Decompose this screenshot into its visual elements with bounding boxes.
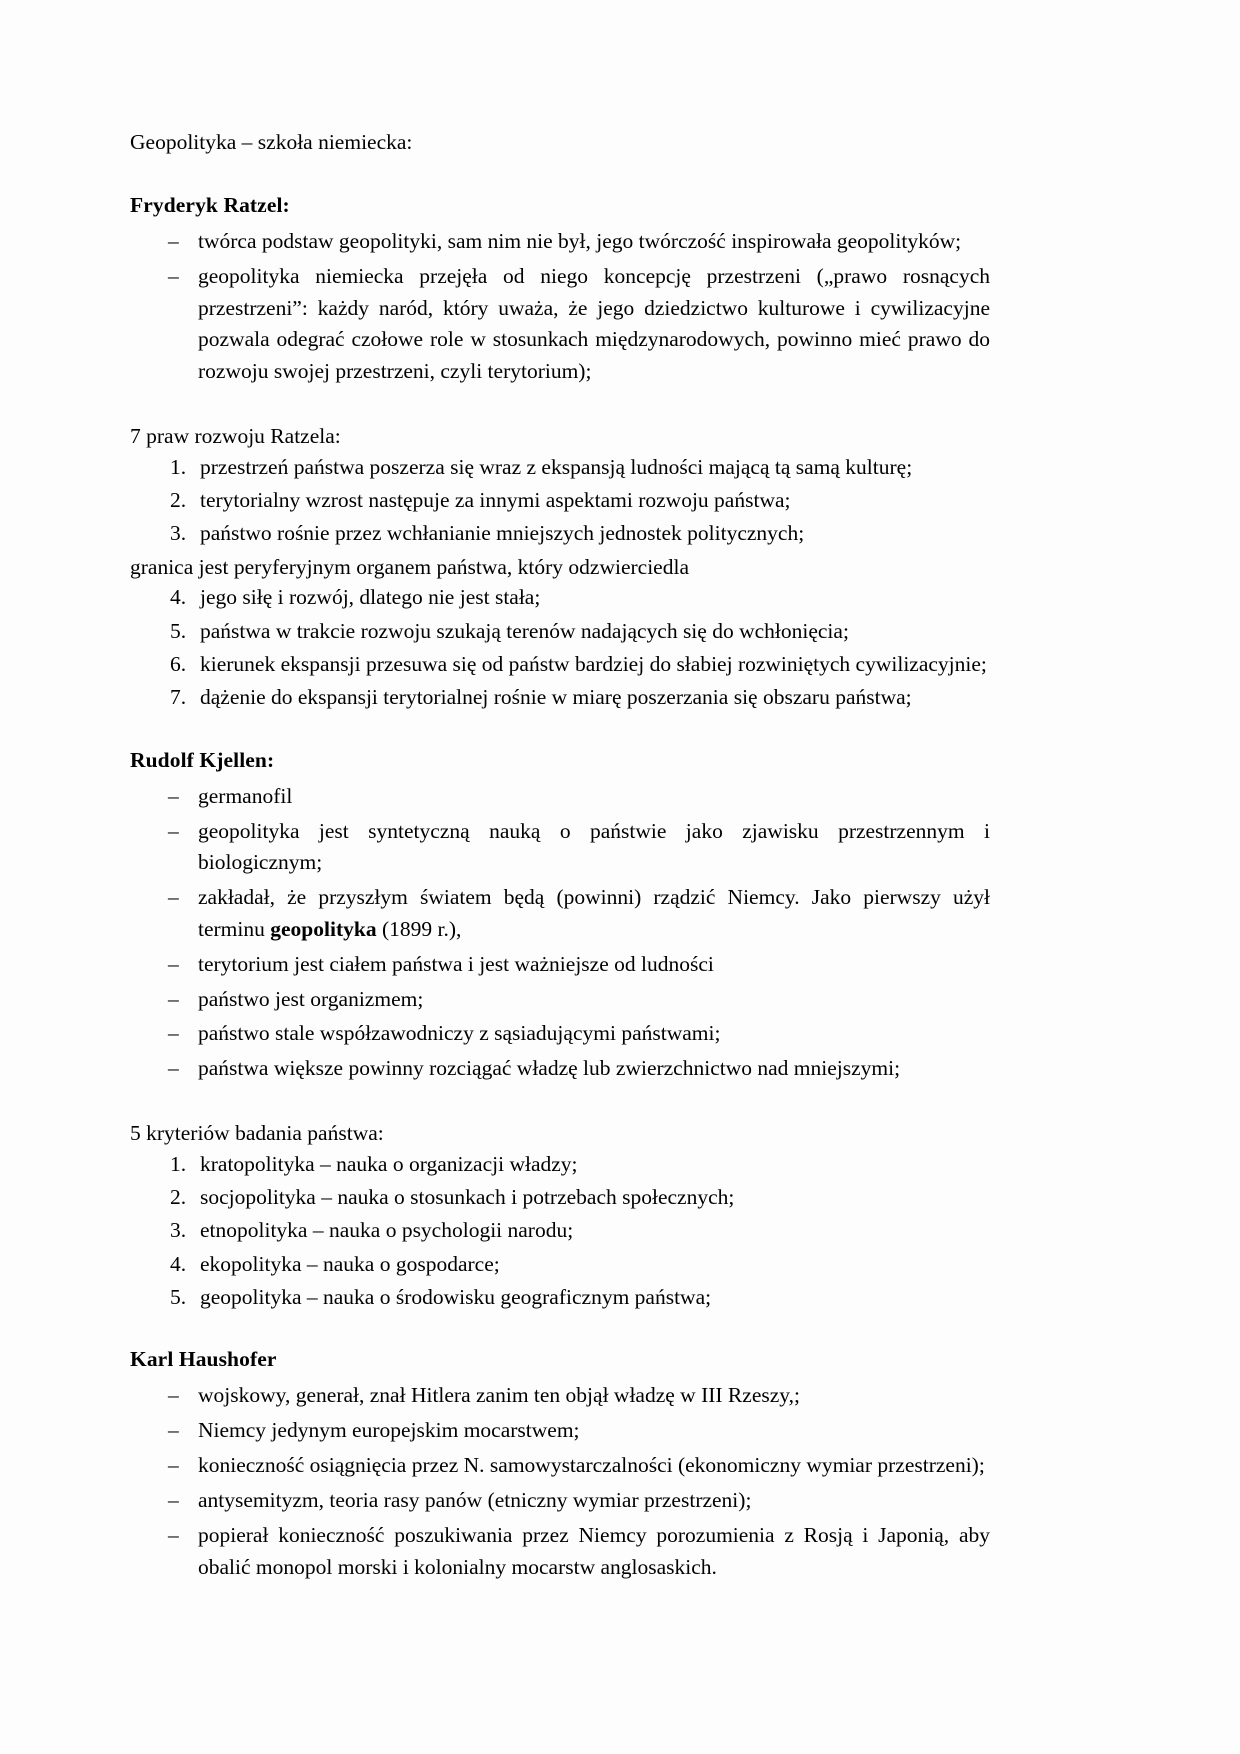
spacer bbox=[130, 716, 990, 746]
ratzel-border-interjection: granica jest peryferyjnym organem państwa, który odzwierciedla bbox=[130, 554, 689, 579]
list-item-with-emphasis bbox=[130, 882, 990, 946]
list-item: – antysemityzm, teoria rasy panów (etniczny wymiar przestrzeni); bbox=[130, 1485, 990, 1517]
ratzel-bullet-list bbox=[130, 226, 990, 388]
document-content bbox=[130, 128, 990, 1583]
kjellen-criteria-intro: 5 kryteriów badania państwa: bbox=[130, 1121, 384, 1146]
list-item: – geopolityka niemiecka przejęła od niego koncepcję przestrzeni („prawo rosnących przestrzeni”: każdy naród, który uważa, że jego dziedzictwo kulturowe i cywilizacyjne pozwala odegrać czołowe role w stosunkach międzynarodowych, powinno mieć prawo do rozwoju swojej przestrzeni, czyli terytorium); bbox=[130, 261, 990, 388]
document-title-line: Geopolityka – szkoła niemiecka: bbox=[130, 130, 413, 154]
ratzel-laws-list-part2 bbox=[130, 582, 990, 714]
bold-bullet-part1: zakładał, że przyszłym światem będą (powinni) rządzić Niemcy. Jako pierwszy użył terminu bbox=[198, 885, 990, 942]
bold-bullet-part2: (1899 r.), bbox=[376, 917, 462, 942]
spacer bbox=[130, 1088, 990, 1118]
list-item: – popierał konieczność poszukiwania przez Niemcy porozumienia z Rosją i Japonią, aby obalić monopol morski i kolonialny mocarstw anglosaskich. bbox=[130, 1520, 990, 1584]
list-item: – Niemcy jedynym europejskim mocarstwem; bbox=[130, 1415, 990, 1447]
list-item: – twórca podstaw geopolityki, sam nim nie był, jego twórczość inspirowała geopolityków; bbox=[130, 226, 990, 258]
list-item: przestrzeń państwa poszerza się wraz z ekspansją ludności mającą tą samą kulturę; bbox=[200, 454, 913, 479]
list-item: etnopolityka – nauka o psychologii narodu; bbox=[200, 1218, 574, 1243]
list-item: – geopolityka jest syntetyczną nauką o państwie jako zjawisku przestrzennym i biologicznym; bbox=[130, 816, 990, 880]
kjellen-criteria-list bbox=[130, 1149, 990, 1314]
heading-rudolf-kjellen: Rudolf Kjellen: bbox=[130, 747, 275, 772]
list-item: geopolityka – nauka o środowisku geograficznym państwa; bbox=[200, 1285, 712, 1310]
list-item: – terytorium jest ciałem państwa i jest ważniejsze od ludności bbox=[130, 949, 990, 981]
list-item: ekopolityka – nauka o gospodarce; bbox=[200, 1251, 500, 1276]
haushofer-bullet-list bbox=[130, 1380, 990, 1583]
kjellen-bullet-list bbox=[130, 781, 990, 1085]
list-item: terytorialny wzrost następuje za innymi aspektami rozwoju państwa; bbox=[200, 487, 791, 512]
list-item: – państwo jest organizmem; bbox=[130, 984, 990, 1016]
list-item: socjopolityka – nauka o stosunkach i potrzebach społecznych; bbox=[200, 1184, 735, 1209]
list-item: jego siłę i rozwój, dlatego nie jest stała; bbox=[200, 585, 541, 610]
list-item: kierunek ekspansji przesuwa się od państw bardziej do słabiej rozwiniętych cywilizacyjnie; bbox=[200, 652, 987, 676]
list-item: kratopolityka – nauka o organizacji władzy; bbox=[200, 1151, 578, 1176]
spacer bbox=[130, 391, 990, 421]
list-item: państwa w trakcie rozwoju szukają terenów nadających się do wchłonięcia; bbox=[200, 618, 849, 643]
ratzel-laws-list-part1 bbox=[130, 452, 990, 550]
list-item: – wojskowy, generał, znał Hitlera zanim ten objął władzę w III Rzeszy,; bbox=[130, 1380, 990, 1412]
list-item: – germanofil bbox=[130, 781, 990, 813]
list-item: państwo rośnie przez wchłanianie mniejszych jednostek politycznych; bbox=[200, 521, 805, 546]
heading-fryderyk-ratzel: Fryderyk Ratzel: bbox=[130, 193, 290, 218]
spacer bbox=[130, 1315, 990, 1345]
list-item: – konieczność osiągnięcia przez N. samowystarczalności (ekonomiczny wymiar przestrzeni); bbox=[130, 1450, 990, 1482]
list-item: dążenie do ekspansji terytorialnej rośnie w miarę poszerzania się obszaru państwa; bbox=[200, 685, 912, 710]
list-item: – państwa większe powinny rozciągać władzę lub zwierzchnictwo nad mniejszymi; bbox=[130, 1053, 990, 1085]
bold-term-geopolityka: geopolityka bbox=[270, 917, 377, 942]
list-item: – państwo stale współzawodniczy z sąsiadującymi państwami; bbox=[130, 1018, 990, 1050]
heading-karl-haushofer: Karl Haushofer bbox=[130, 1347, 277, 1372]
ratzel-laws-intro: 7 praw rozwoju Ratzela: bbox=[130, 424, 341, 449]
